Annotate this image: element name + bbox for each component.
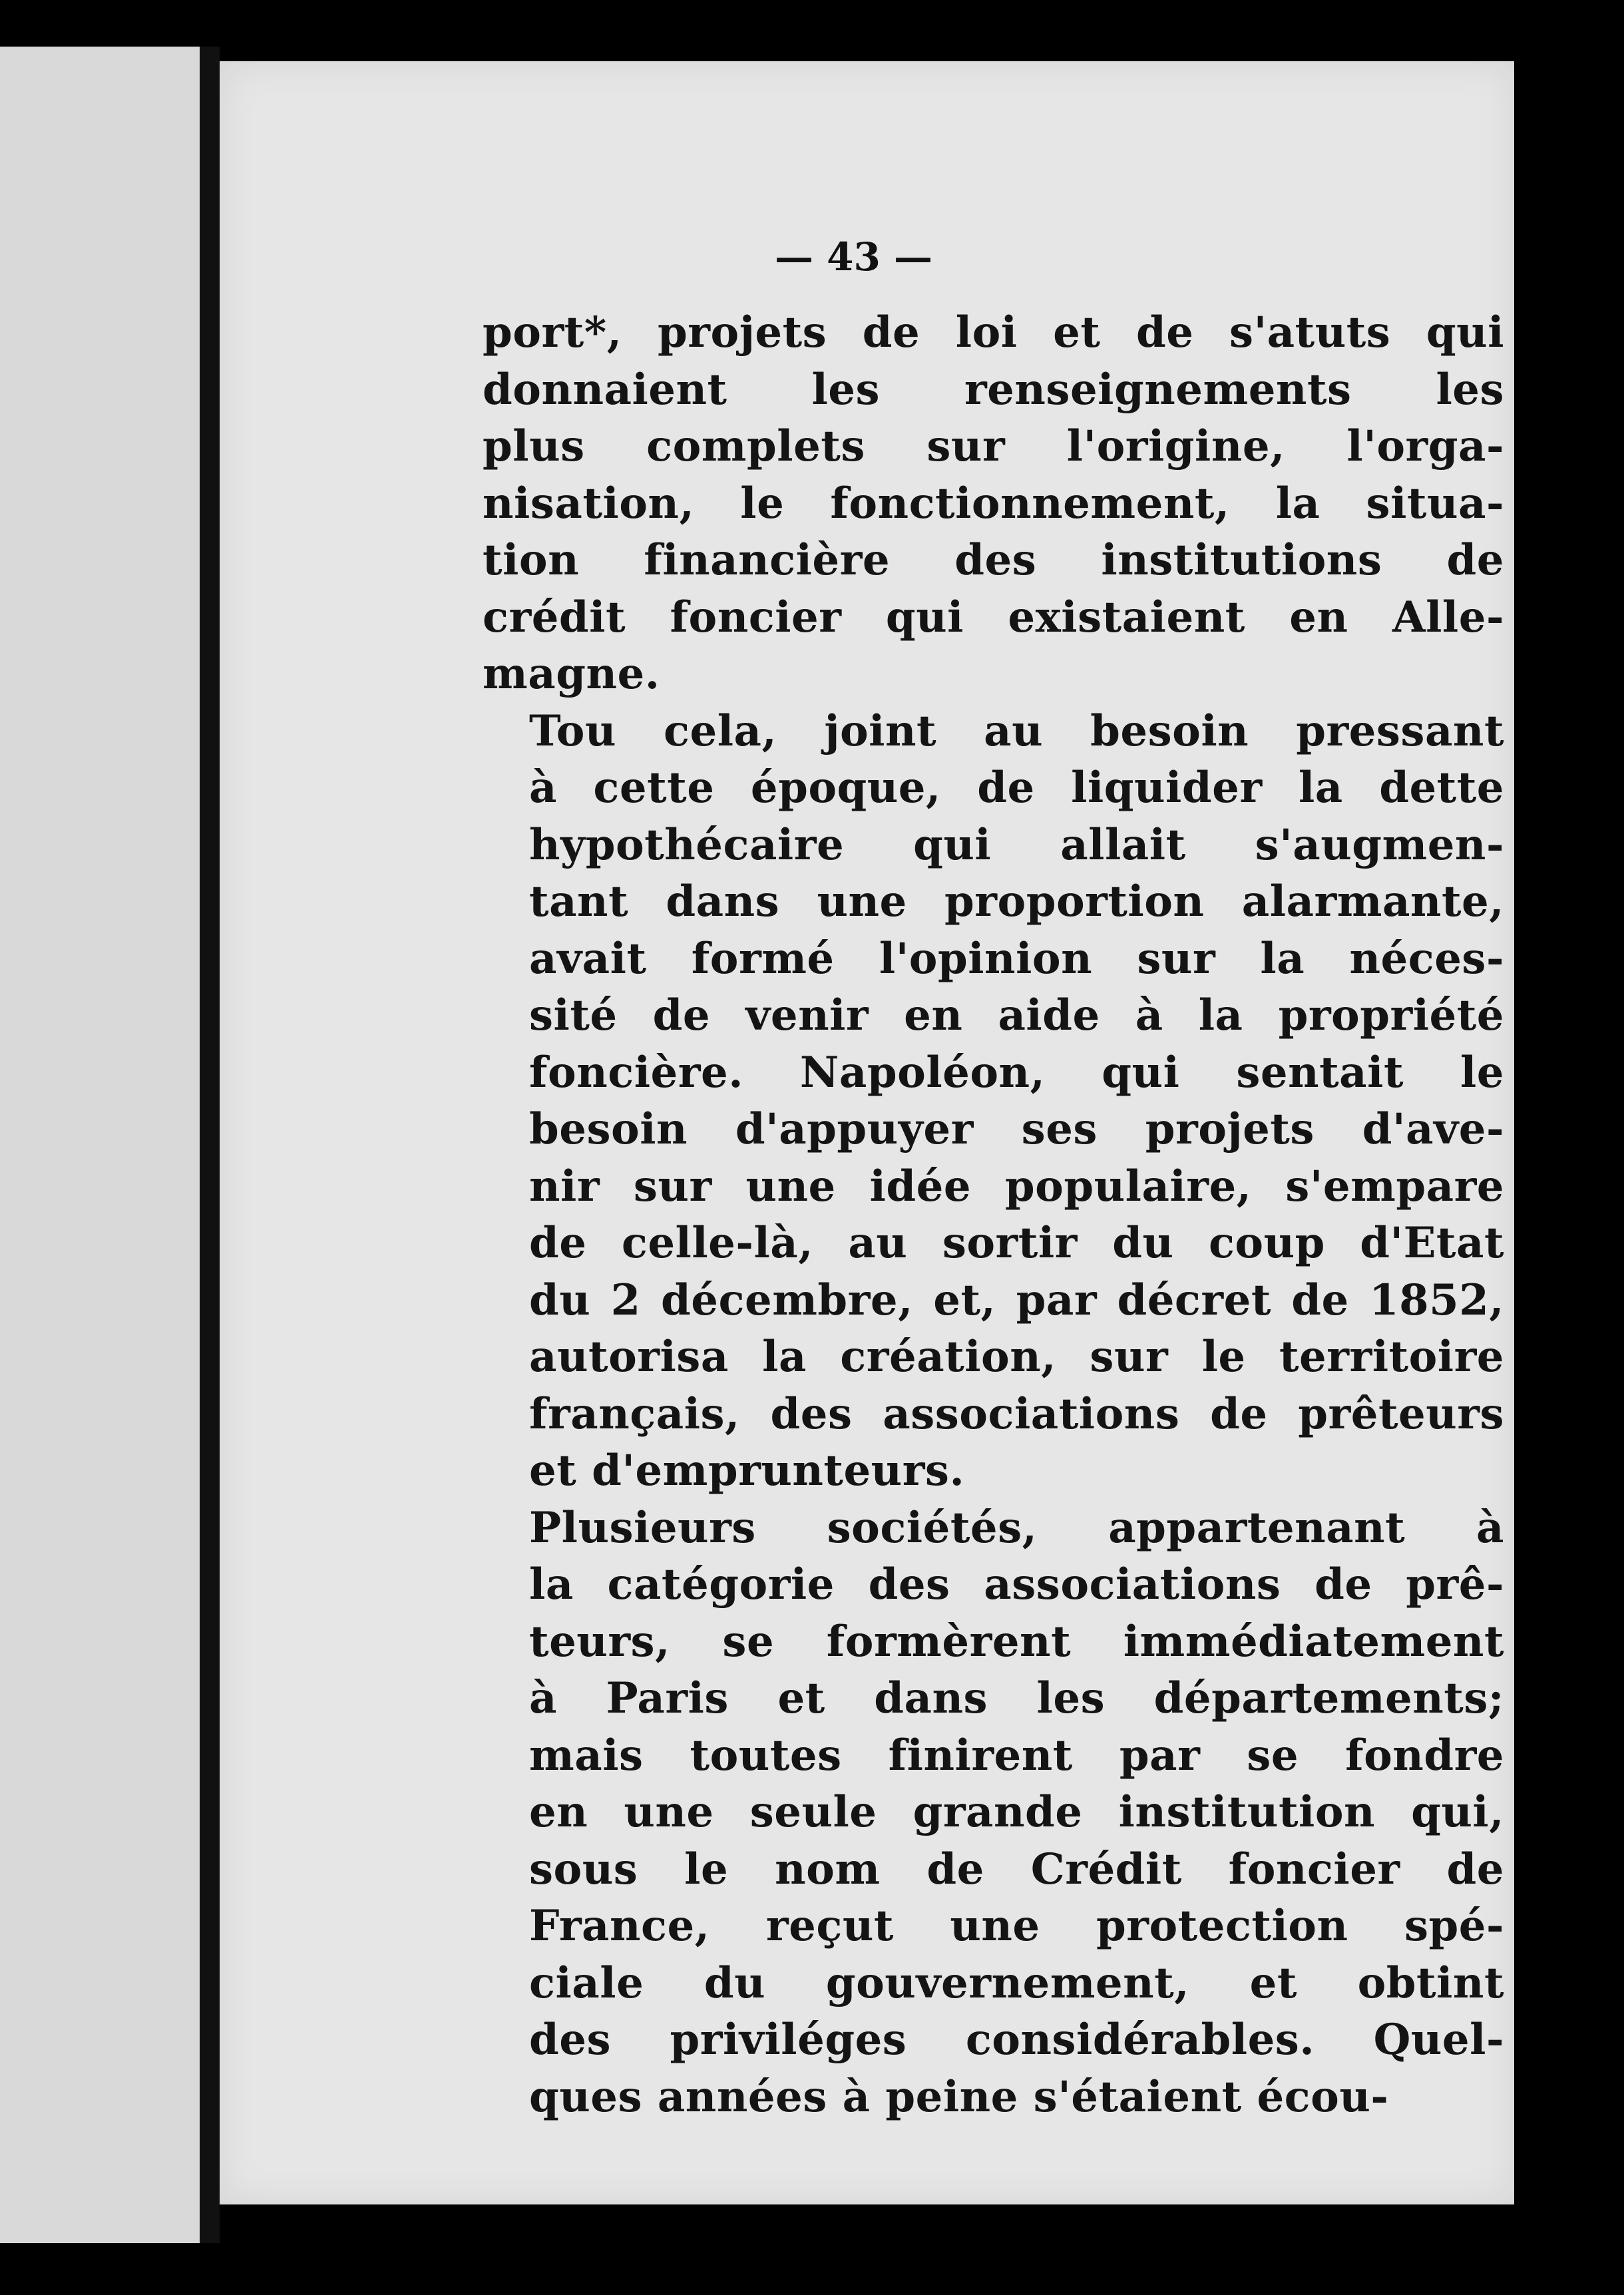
text-line: teurs, se formèrent immédiatement (529, 1616, 1504, 1667)
text-line: des priviléges considérables. Quel- (529, 2015, 1504, 2065)
text-line: Plusieurs sociétés, appartenant à (529, 1502, 1504, 1553)
paragraph (483, 1500, 1504, 2126)
text-line: du 2 décembre, et, par décret de 1852, (529, 1275, 1504, 1325)
book-page (220, 61, 1514, 2204)
text-line: nisation, le fonctionnement, la situa- (483, 478, 1504, 528)
text-line: mais toutes finirent par se fondre (529, 1730, 1504, 1780)
text-line: en une seule grande institution qui, (529, 1787, 1504, 1837)
book-spine (200, 47, 220, 2243)
text-line: autorisa la création, sur le territoire (529, 1332, 1504, 1382)
text-line: la catégorie des associations de prê- (529, 1560, 1504, 1609)
text-line: sous le nom de Crédit foncier de (529, 1844, 1504, 1894)
text-line: à Paris et dans les départements; (529, 1673, 1504, 1723)
text-line: ques années à peine s'étaient écou- (529, 2071, 1389, 2122)
text-line: tion financière des institutions de (483, 535, 1504, 585)
text-line: magne. (483, 649, 660, 699)
text-line: sité de venir en aide à la propriété (529, 990, 1504, 1040)
adjacent-page-edge (0, 47, 200, 2243)
text-line: plus complets sur l'origine, l'orga- (483, 421, 1504, 471)
text-line: à cette époque, de liquider la dette (529, 763, 1504, 813)
text-line: hypothécaire qui allait s'augmen- (529, 819, 1504, 870)
text-line: français, des associations de prêteurs (529, 1388, 1504, 1439)
text-line: nir sur une idée populaire, s'empare (529, 1161, 1504, 1211)
text-line: port*, projets de loi et de s'atuts qui (483, 308, 1504, 357)
text-line: de celle-là, au sortir du coup d'Etat (529, 1218, 1504, 1268)
paragraph (483, 304, 1504, 703)
text-line: et d'emprunteurs. (529, 1446, 965, 1496)
text-line: France, reçut une protection spé- (529, 1901, 1504, 1951)
text-line: crédit foncier qui existaient en Alle- (483, 592, 1504, 642)
page-number: — 43 — (774, 234, 933, 280)
text-line: ciale du gouvernement, et obtint (529, 1958, 1504, 2008)
body-text (483, 304, 1504, 2125)
text-line: foncière. Napoléon, qui sentait le (529, 1047, 1504, 1098)
text-line: Tou cela, joint au besoin pressant (529, 706, 1504, 756)
paragraph (483, 703, 1504, 1500)
text-line: avait formé l'opinion sur la néces- (529, 933, 1504, 984)
text-line: donnaient les renseignements les (483, 364, 1504, 415)
text-line: besoin d'appuyer ses projets d'ave- (529, 1104, 1504, 1154)
text-line: tant dans une proportion alarmante, (529, 877, 1504, 927)
